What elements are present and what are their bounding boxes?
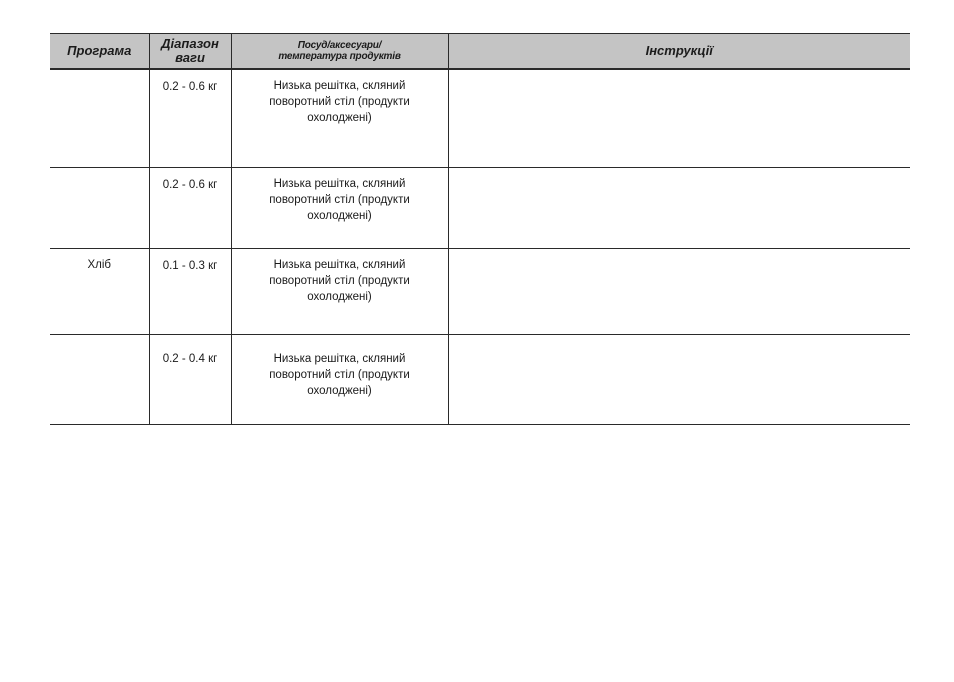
cookware-line: Низька решітка, скляний [273,80,406,92]
table-row [50,168,910,249]
program-table [50,33,910,425]
header-cookware-line2: температура продуктів [278,51,401,62]
cookware-line: охолоджені) [307,210,372,222]
header-instructions [448,34,910,70]
weight-cell: 0.1 - 0.3 кг [149,249,231,335]
table-row [50,69,910,168]
instructions-cell [448,335,910,425]
weight-cell: 0.2 - 0.6 кг [149,168,231,249]
cookware-line: поворотний стіл (продукти [269,275,410,287]
header-weight-range [149,34,231,70]
cookware-line: поворотний стіл (продукти [269,96,410,108]
instructions-cell [448,69,910,168]
table-row [50,249,910,335]
cookware-line: охолоджені) [307,385,372,397]
program-cell [50,69,149,168]
weight-cell: 0.2 - 0.6 кг [149,69,231,168]
header-program [50,34,149,70]
cookware-line: Низька решітка, скляний [273,259,406,271]
cookware-line: Низька решітка, скляний [273,178,406,190]
header-program-label: Програма [67,42,132,58]
program-cell: Хліб [50,249,149,335]
header-instructions-label: Інструкції [645,42,713,58]
cookware-line: поворотний стіл (продукти [269,194,410,206]
weight-cell: 0.2 - 0.4 кг [149,335,231,425]
cookware-cell [231,249,448,335]
instructions-cell [448,249,910,335]
header-weight-line1: Діапазон [161,35,219,51]
cookware-cell [231,69,448,168]
program-cell [50,168,149,249]
header-cookware-line1: Посуд/аксесуари/ [297,40,382,51]
program-cell [50,335,149,425]
table-body [50,69,910,425]
header-cookware [231,34,448,70]
table-row [50,335,910,425]
header-weight-line2: ваги [175,50,205,65]
cookware-line: Низька решітка, скляний [273,353,406,365]
cookware-line: охолоджені) [307,112,372,124]
cookware-cell [231,335,448,425]
table-header [50,34,910,70]
cookware-cell [231,168,448,249]
header-row [50,34,910,70]
cookware-line: поворотний стіл (продукти [269,369,410,381]
cookware-line: охолоджені) [307,291,372,303]
instructions-cell [448,168,910,249]
